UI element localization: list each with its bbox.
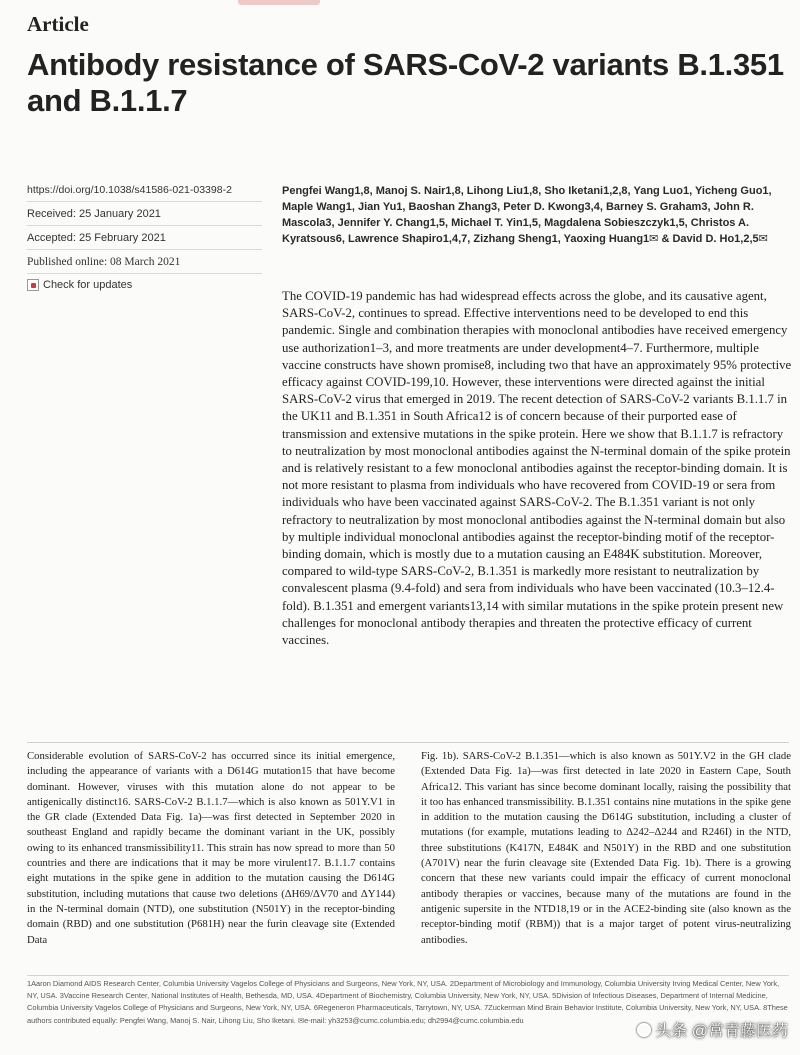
abstract: The COVID-19 pandemic has had widespread effects across the globe, and its causative agent, SARS-CoV-2, continues to spread. Effective interventions need to be developed to end this pandemic. Single and combination therapies with monoclonal antibodies have received emergency use authorization1–3, and more treatments are under development4–7. Furthermore, multiple vaccine constructs have shown promise8, including two that have an approximately 95% protective efficacy against COVID-199,10. However, these interventions were directed against the initial SARS-CoV-2 virus that emerged in 2019. The recent detection of SARS-CoV-2 variants B.1.1.7 in the UK11 and B.1.351 in South Africa12 is of concern because of their purported ease of transmission and extensive mutations in the spike protein. Here we show that B.1.1.7 is refractory to neutralization by most monoclonal antibodies against the N-terminal domain of the spike protein and is relatively resistant to a few monoclonal antibodies against the receptor-binding domain. It is not more resistant to plasma from individuals who have recovered from COVID-19 or sera from individuals who have been vaccinated against SARS-CoV-2. The B.1.351 variant is not only refractory to neutralization by most monoclonal antibodies against the N-terminal domain but also by multiple individual monoclonal antibodies against the receptor-binding motif of the receptor-binding domain, which is mostly due to a mutation causing an E484K substitution. Moreover, compared to wild-type SARS-CoV-2, B.1.351 is markedly more resistant to neutralization by convalescent plasma (9.4-fold) and sera from individuals who have been vaccinated (10.3–12.4-fold). B.1.351 and emergent variants13,14 with similar mutations in the spike protein present new challenges for monoclonal antibody therapies and threaten the protective efficacy of current vaccines. [282,289,792,648]
published-date: Published online: 08 March 2021 [27,255,262,274]
watermark-logo-icon [637,1023,651,1037]
accepted-date: Accepted: 25 February 2021 [27,231,262,250]
doi-link[interactable]: https://doi.org/10.1038/s41586-021-03398-2 [27,183,262,202]
check-for-updates-button[interactable] [27,279,262,291]
article-type-label: Article [27,12,89,36]
body-column-right: Fig. 1b). SARS-CoV-2 B.1.351—which is also known as 501Y.V2 in the GH clade (Extended Data Fig. 1a)—was first detected in late 2020 in Eastern Cape, South Africa12. This variant has since become dominant locally, raising the possibility that it too has enhanced transmissibility. B.1.351 contains nine mutations in the spike gene in addition to the mutation causing the D614G substitution, including a cluster of mutations (for example, mutations leading to Δ242–Δ244 and R246I) in the NTD, three substitutions (K417N, E484K and N501Y) in the RBD and one substitution (A701V) near the furin cleavage site (Extended Data Fig. 1b). There is a growing concern that these new variants could impair the efficacy of current monoclonal antibody therapies or vaccines, because many of the mutations are found in the antigenic supersite in the NTD18,19 or in the ACE2-binding site (also known as the receptor-binding motif (RBM)) that is a major target of potent virus-neutralizing antibodies. [421,750,791,946]
top-decoration [238,0,320,5]
article-title: Antibody resistance of SARS-CoV-2 variants B.1.351 and B.1.1.7 [27,47,784,118]
author-list: Pengfei Wang1,8, Manoj S. Nair1,8, Lihong Liu1,8, Sho Iketani1,2,8, Yang Luo1, Yicheng Guo1, Maple Wang1, Jian Yu1, Baoshan Zhang3, Peter D. Kwong3,4, Barney S. Graham3, John R. Mascola3, Jennifer Y. Chang1,5, Michael T. Yin1,5, Magdalena Sobieszczyk1,5, Christos A. Kyratsous6, Lawrence Shapiro1,4,7, Zizhang Sheng1, Yaoxing Huang1✉ & David D. Ho1,2,5✉ [282,185,772,245]
section-divider [27,742,789,743]
check-updates-label: Check for updates [43,279,133,291]
article-metadata [27,183,262,291]
affiliation-footnotes: 1Aaron Diamond AIDS Research Center, Columbia University Vagelos College of Physicians and Surgeons, New York, NY, USA. 2Department of Microbiology and Immunology, Columbia University Irving Medical Center, New York, NY, USA. 3Vaccine Research Center, National Institutes of Health, Bethesda, MD, USA. 4Department of Biochemistry, Columbia University, New York, NY, USA. 5Division of Infectious Diseases, Department of Internal Medicine, Columbia University Vagelos College of Physicians and Surgeons, New York, NY, USA. 6Regeneron Pharmaceuticals, Tarrytown, NY, USA. 7Zuckerman Mind Brain Behavior Institute, Columbia University, New York, NY, USA. 8These authors contributed equally: Pengfei Wang, Manoj S. Nair, Lihong Liu, Sho Iketani. ✉e-mail: yh3253@cumc.columbia.edu; dh2994@cumc.columbia.edu [27,975,789,1027]
body-column-left: Considerable evolution of SARS-CoV-2 has occurred since its initial emergence, including the appearance of variants with a D614G mutation15 that have become dominant. However, viruses with this mutation alone do not appear to be antigenically distinct16. SARS-CoV-2 B.1.1.7—which is also known as 501Y.V1 in the GR clade (Extended Data Fig. 1a)—was first detected in September 2020 in southeast England and rapidly became the dominant variant in the UK, possibly owing to its enhanced transmissibility11. This strain has now spread to more than 50 countries and there are indications that it may be more virulent17. B.1.1.7 contains eight mutations in the spike gene in addition to the mutation causing the D614G substitution, including mutations that cause two deletions (ΔH69/ΔV70 and ΔY144) in the N-terminal domain (NTD), one substitution (N501Y) in the receptor-binding domain (RBD) and one substitution (P681H) near the furin cleavage site (Extended Data [27,750,395,946]
watermark-text: 头条 @常青藤医药 [655,1023,788,1040]
check-updates-icon [27,279,39,291]
received-date: Received: 25 January 2021 [27,207,262,226]
source-watermark [637,1018,788,1041]
